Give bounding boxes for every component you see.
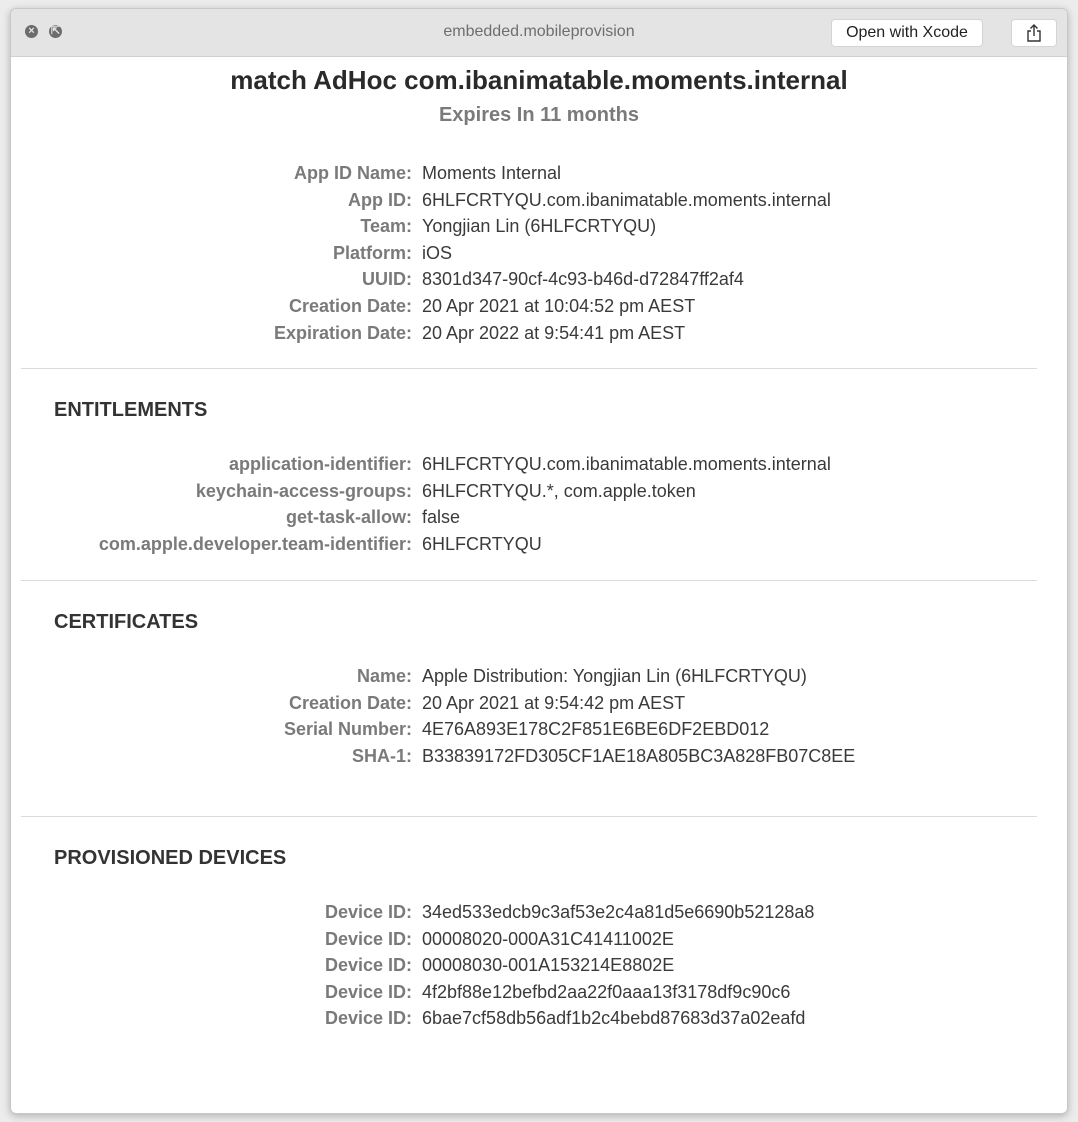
row-value: 6bae7cf58db56adf1b2c4bebd87683d37a02eafd bbox=[422, 1008, 806, 1029]
open-with-xcode-button[interactable]: Open with Xcode bbox=[831, 19, 983, 47]
info-row bbox=[11, 690, 1067, 717]
row-label: Creation Date: bbox=[288, 692, 412, 713]
row-value: Yongjian Lin (6HLFCRTYQU) bbox=[422, 216, 657, 237]
row-label: Device ID: bbox=[324, 1008, 412, 1029]
row-value: 6HLFCRTYQU.com.ibanimatable.moments.internal bbox=[422, 454, 831, 474]
row-label: Device ID: bbox=[324, 955, 412, 976]
info-list bbox=[11, 160, 1067, 346]
info-row bbox=[11, 187, 1067, 214]
row-value: 20 Apr 2021 at 10:04:52 pm AEST bbox=[422, 295, 696, 316]
info-row bbox=[11, 899, 1067, 926]
info-row bbox=[11, 320, 1067, 347]
share-button[interactable] bbox=[1011, 19, 1057, 47]
row-label: application-identifier: bbox=[228, 454, 412, 474]
fullscreen-icon: ⇱ bbox=[50, 25, 61, 37]
row-value: Apple Distribution: Yongjian Lin (6HLFCRTYQU) bbox=[422, 666, 807, 686]
certificates-heading: CERTIFICATES bbox=[54, 611, 199, 633]
info-row bbox=[11, 451, 1067, 478]
info-row bbox=[11, 1005, 1067, 1032]
info-row bbox=[11, 979, 1067, 1006]
share-icon bbox=[1026, 24, 1042, 42]
row-value: 6HLFCRTYQU bbox=[422, 533, 542, 554]
row-value: iOS bbox=[422, 242, 453, 263]
row-label: Device ID: bbox=[324, 902, 412, 922]
row-label: Team: bbox=[360, 216, 412, 237]
info-row bbox=[11, 952, 1067, 979]
row-value: 6HLFCRTYQU.com.ibanimatable.moments.internal bbox=[422, 189, 831, 210]
row-value: 00008020-000A31C41411002E bbox=[422, 928, 674, 949]
window-title: embedded.mobileprovision bbox=[443, 23, 635, 40]
row-label: App ID Name: bbox=[293, 163, 412, 183]
row-label: Expiration Date: bbox=[273, 322, 412, 343]
row-label: Creation Date: bbox=[288, 295, 412, 316]
info-row bbox=[11, 743, 1067, 770]
row-label: UUID: bbox=[362, 269, 412, 290]
row-label: Serial Number: bbox=[283, 719, 412, 740]
divider bbox=[21, 368, 1037, 369]
close-icon: × bbox=[28, 25, 35, 37]
certificates-list bbox=[11, 663, 1067, 769]
row-label: SHA-1: bbox=[351, 745, 412, 766]
quicklook-window bbox=[10, 8, 1068, 1114]
row-value: 20 Apr 2022 at 9:54:41 pm AEST bbox=[422, 322, 686, 343]
row-value: 6HLFCRTYQU.*, com.apple.token bbox=[422, 480, 696, 501]
info-row bbox=[11, 504, 1067, 531]
row-label: get-task-allow: bbox=[285, 507, 412, 528]
info-row bbox=[11, 213, 1067, 240]
info-row bbox=[11, 160, 1067, 187]
divider bbox=[21, 816, 1037, 817]
info-row bbox=[11, 266, 1067, 293]
expiry-subtitle: Expires In 11 months bbox=[438, 104, 640, 126]
row-value: 4f2bf88e12befbd2aa22f0aaa13f3178df9c90c6 bbox=[422, 981, 791, 1002]
info-row bbox=[11, 240, 1067, 267]
row-value: 34ed533edcb9c3af53e2c4a81d5e6690b52128a8 bbox=[422, 902, 815, 922]
info-row bbox=[11, 293, 1067, 320]
row-label: Platform: bbox=[332, 242, 412, 263]
row-label: Name: bbox=[356, 666, 412, 686]
info-row bbox=[11, 716, 1067, 743]
info-row bbox=[11, 478, 1067, 505]
entitlements-heading: ENTITLEMENTS bbox=[54, 399, 208, 421]
devices-heading: PROVISIONED DEVICES bbox=[54, 847, 287, 869]
row-value: 20 Apr 2021 at 9:54:42 pm AEST bbox=[422, 692, 686, 713]
row-label: Device ID: bbox=[324, 981, 412, 1002]
row-value: 8301d347-90cf-4c93-b46d-d72847ff2af4 bbox=[422, 269, 744, 290]
row-value: Moments Internal bbox=[422, 163, 562, 183]
profile-title: match AdHoc com.ibanimatable.moments.internal bbox=[230, 65, 848, 95]
row-value: 4E76A893E178C2F851E6BE6DF2EBD012 bbox=[422, 719, 770, 740]
row-label: keychain-access-groups: bbox=[195, 480, 412, 501]
row-value: 00008030-001A153214E8802E bbox=[422, 955, 675, 976]
info-row bbox=[11, 531, 1067, 558]
info-row bbox=[11, 926, 1067, 953]
title-bar bbox=[11, 9, 1067, 57]
devices-list bbox=[11, 899, 1067, 1032]
divider bbox=[21, 580, 1037, 581]
row-value: false bbox=[422, 507, 461, 528]
entitlements-list bbox=[11, 451, 1067, 557]
row-label: com.apple.developer.team-identifier: bbox=[98, 533, 412, 554]
row-value: B33839172FD305CF1AE18A805BC3A828FB07C8EE bbox=[422, 745, 856, 766]
info-row bbox=[11, 663, 1067, 690]
row-label: Device ID: bbox=[324, 928, 412, 949]
row-label: App ID: bbox=[348, 189, 412, 210]
